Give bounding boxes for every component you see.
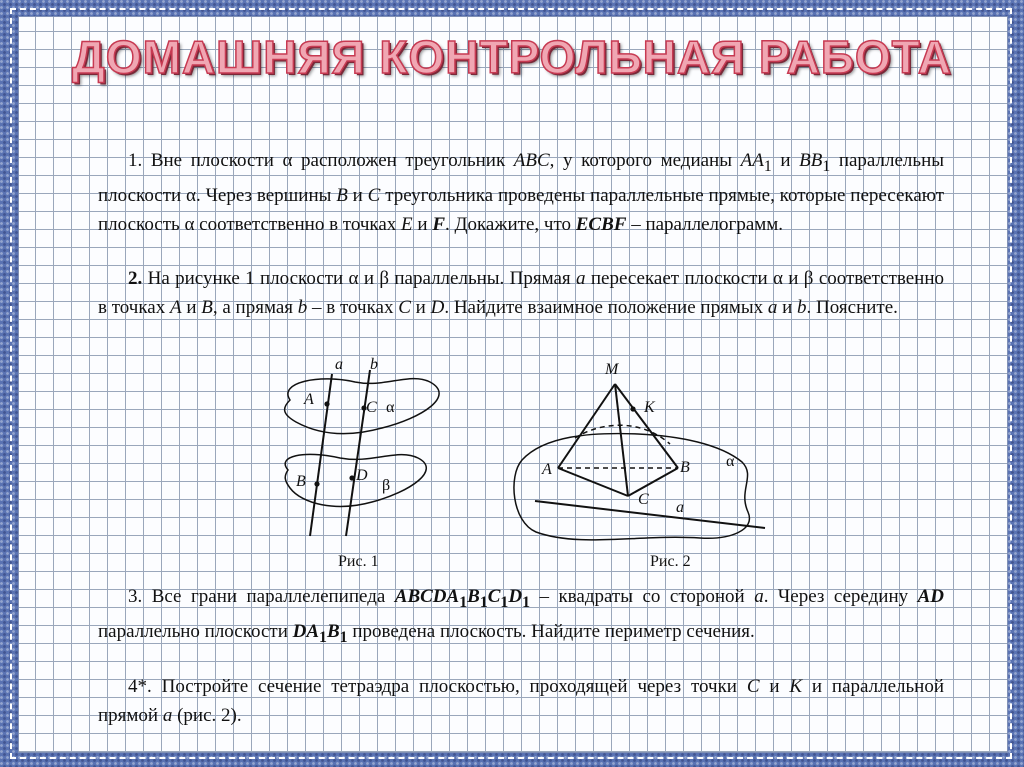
caption-fig-2: Рис. 2 (650, 553, 691, 570)
label-alpha-2: α (726, 453, 735, 470)
label-M: M (605, 361, 619, 378)
label-C: C (366, 399, 377, 416)
label-beta: β (382, 477, 391, 494)
page-title: ДОМАШНЯЯ КОНТРОЛЬНАЯ РАБОТА (71, 31, 953, 83)
figure-2 (514, 361, 765, 570)
problem-4: 4*. Постройте сечение тетраэдра плоскостью, проходящей через точки C и K и параллельной прямой a (рис. 2). (98, 676, 945, 726)
caption-fig-1: Рис. 1 (338, 553, 379, 570)
edge-MC (615, 384, 628, 496)
edge-BC (628, 468, 678, 496)
edge-MA (558, 384, 615, 468)
line-b (346, 370, 370, 536)
plane-alpha-blob (514, 434, 750, 540)
point-A (324, 401, 329, 406)
line-a-fig2 (535, 501, 765, 528)
label-A-fig2: A (542, 461, 552, 478)
label-D: D (356, 467, 368, 484)
edge-MB (615, 384, 678, 468)
point-K (630, 406, 635, 411)
label-alpha-1: α (386, 399, 395, 416)
label-b: b (370, 356, 378, 373)
label-B-fig2: B (680, 459, 690, 476)
label-a: a (335, 356, 343, 373)
figures (260, 352, 780, 582)
problem-2: 2. На рисунке 1 плоскости α и β параллельны. Прямая a пересекает плоскости α и β соответственно в точках A и B, а прямая b – в точках C и D. Найдите взаимное положение прямых a и b. Поясните. (98, 268, 944, 318)
figure-1 (285, 356, 440, 570)
label-a-fig2: a (676, 499, 684, 516)
point-B (314, 481, 319, 486)
label-K: K (644, 399, 655, 416)
label-A: A (304, 391, 314, 408)
label-B: B (296, 473, 306, 490)
edge-AC (558, 468, 628, 496)
problem-3: 3. Все грани параллелепипеда $ABCDA_1B_1C_1D_1$ – квадраты со стороной a. Через середину AD параллельно плоскости $DA_1B_1$ проведена плоскость. Найдите периметр сечения. (98, 586, 944, 646)
label-C-fig2: C (638, 491, 649, 508)
point-D (349, 475, 354, 480)
problem-1: 1. Вне плоскости α расположен треугольник ABC, у которого медианы $AA_1$ и $BB_1$ параллельны плоскости α. Через вершины B и C треугольника проведены параллельные прямые, которые пересекают плоскость α соответственно в точках E и F. Докажите, что ECBF – параллелограмм. (98, 150, 945, 235)
